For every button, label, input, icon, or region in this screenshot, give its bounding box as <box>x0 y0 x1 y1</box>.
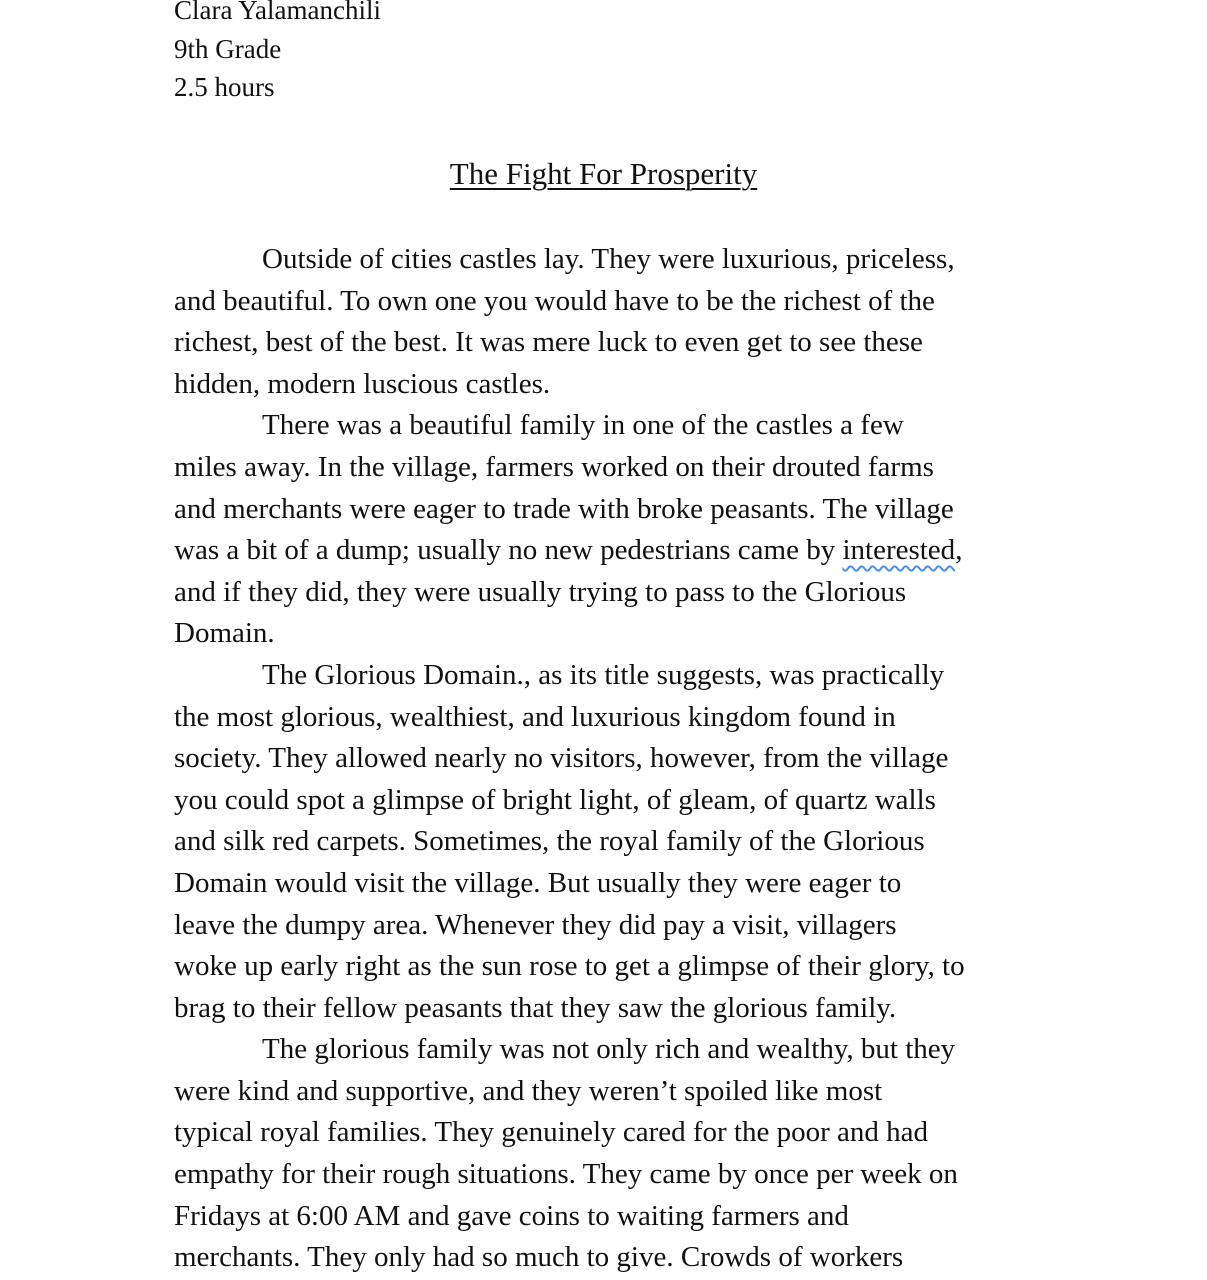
text-line: empathy for their rough situations. They came by once per week on <box>174 1158 958 1191</box>
paragraph <box>174 655 1054 1029</box>
text-line: richest, best of the best. It was mere luck to even get to see these <box>174 326 923 359</box>
paragraph <box>174 405 1054 655</box>
text-line: society. They allowed nearly no visitors, however, from the village <box>174 742 949 775</box>
text-segment: was a bit of a dump; usually no new pedestrians came by <box>174 534 843 567</box>
paragraph <box>174 1029 1054 1279</box>
text-line: the most glorious, wealthiest, and luxurious kingdom found in <box>174 700 896 733</box>
text-line: Domain would visit the village. But usually they were eager to <box>174 866 902 899</box>
spellcheck-flagged-word[interactable]: interested <box>842 534 956 567</box>
text-line: hidden, modern luscious castles. <box>174 367 551 400</box>
grade-level: 9th Grade <box>174 33 282 64</box>
document-title <box>0 154 1207 194</box>
title-text: The Fight For Prosperity <box>449 156 758 191</box>
document-body <box>174 239 1054 1279</box>
text-segment: , <box>955 534 963 567</box>
time-spent: 2.5 hours <box>174 72 275 102</box>
text-line: There was a beautiful family in one of the castles a few <box>262 409 904 442</box>
text-line: The Glorious Domain., as its title suggests, was practically <box>262 658 945 691</box>
text-line: The glorious family was not only rich and wealthy, but they <box>262 1033 956 1066</box>
text-line: and if they did, they were usually trying to pass to the Glorious <box>174 575 907 608</box>
text-line: leave the dumpy area. Whenever they did pay a visit, villagers <box>174 908 897 941</box>
text-line: woke up early right as the sun rose to get a glimpse of their glory, to <box>174 950 965 983</box>
document-header <box>174 0 381 107</box>
text-line: were kind and supportive, and they weren’t spoiled like most <box>174 1074 883 1107</box>
text-line: Fridays at 6:00 AM and gave coins to waiting farmers and <box>174 1199 849 1232</box>
text-line: typical royal families. They genuinely cared for the poor and had <box>174 1116 928 1149</box>
text-line: Domain. <box>174 617 275 650</box>
text-line: you could spot a glimpse of bright light, of gleam, of quartz walls <box>174 783 936 816</box>
text-line: merchants. They only had so much to give. Crowds of workers <box>174 1241 904 1274</box>
text-line: brag to their fellow peasants that they saw the glorious family. <box>174 991 897 1024</box>
text-line: and beautiful. To own one you would have to be the richest of the <box>174 284 935 317</box>
text-line <box>174 530 1054 572</box>
text-line: and merchants were eager to trade with broke peasants. The village <box>174 492 954 525</box>
text-line: and silk red carpets. Sometimes, the royal family of the Glorious <box>174 825 925 858</box>
text-line: miles away. In the village, farmers worked on their drouted farms <box>174 450 934 483</box>
text-line: Outside of cities castles lay. They were luxurious, priceless, <box>262 243 955 275</box>
author-name: Clara Yalamanchili <box>174 0 381 25</box>
paragraph <box>174 239 1054 405</box>
